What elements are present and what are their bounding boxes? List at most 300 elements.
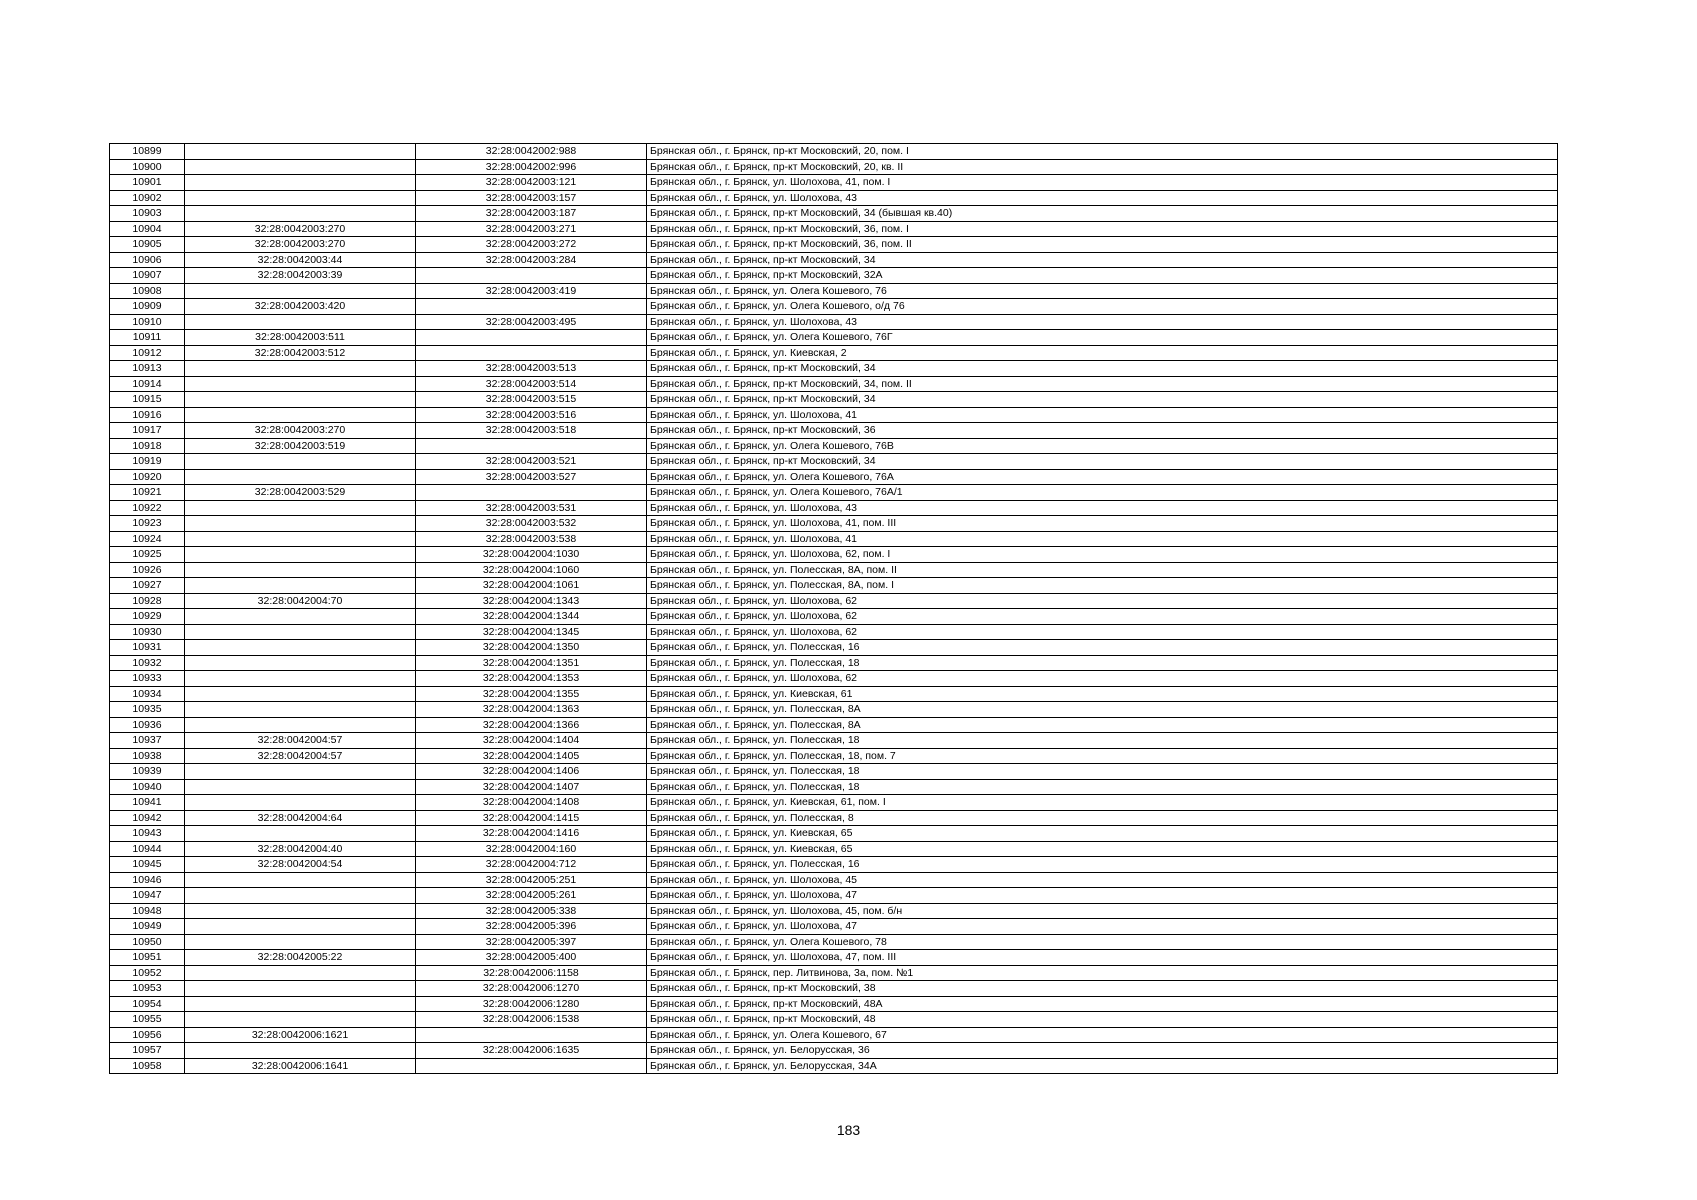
parent-cadastral-number-cell: 32:28:0042004:64 [185,810,416,826]
address-cell: Брянская обл., г. Брянск, ул. Полесская, 16 [647,640,1558,656]
parent-cadastral-number-cell [185,965,416,981]
address-cell: Брянская обл., г. Брянск, ул. Полесская, 18 [647,779,1558,795]
cadastral-number-cell: 32:28:0042003:514 [416,376,647,392]
address-cell: Брянская обл., г. Брянск, ул. Олега Кошевого, 78 [647,934,1558,950]
address-cell: Брянская обл., г. Брянск, ул. Полесская, 16 [647,857,1558,873]
row-number-cell: 10902 [110,190,185,206]
parent-cadastral-number-cell [185,624,416,640]
table-row [110,779,1558,795]
row-number-cell: 10939 [110,764,185,780]
address-cell: Брянская обл., г. Брянск, ул. Белорусская, 34А [647,1058,1558,1074]
cadastral-number-cell: 32:28:0042003:271 [416,221,647,237]
cadastral-number-cell [416,1058,647,1074]
address-cell: Брянская обл., г. Брянск, ул. Шолохова, 43 [647,500,1558,516]
address-cell: Брянская обл., г. Брянск, пр-кт Московский, 48 [647,1012,1558,1028]
cadastral-number-cell: 32:28:0042004:1406 [416,764,647,780]
parent-cadastral-number-cell [185,640,416,656]
row-number-cell: 10948 [110,903,185,919]
table-row [110,919,1558,935]
cadastral-number-cell: 32:28:0042002:988 [416,144,647,160]
cadastral-number-cell: 32:28:0042003:518 [416,423,647,439]
table-row [110,500,1558,516]
cadastral-number-cell: 32:28:0042004:1408 [416,795,647,811]
parent-cadastral-number-cell [185,872,416,888]
table-row [110,1027,1558,1043]
parent-cadastral-number-cell: 32:28:0042003:512 [185,345,416,361]
address-cell: Брянская обл., г. Брянск, ул. Киевская, 61, пом. I [647,795,1558,811]
cadastral-number-cell [416,268,647,284]
parent-cadastral-number-cell: 32:28:0042005:22 [185,950,416,966]
row-number-cell: 10929 [110,609,185,625]
address-cell: Брянская обл., г. Брянск, ул. Полесская, 8А [647,702,1558,718]
table-row [110,438,1558,454]
parent-cadastral-number-cell [185,392,416,408]
row-number-cell: 10953 [110,981,185,997]
parent-cadastral-number-cell [185,702,416,718]
table-row [110,624,1558,640]
row-number-cell: 10936 [110,717,185,733]
page-number: 183 [836,1122,861,1138]
table-row [110,888,1558,904]
address-cell: Брянская обл., г. Брянск, ул. Шолохова, 41, пом. I [647,175,1558,191]
parent-cadastral-number-cell [185,206,416,222]
parent-cadastral-number-cell [185,314,416,330]
cadastral-number-cell: 32:28:0042003:516 [416,407,647,423]
row-number-cell: 10906 [110,252,185,268]
parent-cadastral-number-cell [185,144,416,160]
cadastral-number-cell [416,299,647,315]
cadastral-number-cell: 32:28:0042004:1351 [416,655,647,671]
parent-cadastral-number-cell: 32:28:0042004:54 [185,857,416,873]
address-cell: Брянская обл., г. Брянск, пр-кт Московский, 20, пом. I [647,144,1558,160]
table-row [110,1012,1558,1028]
cadastral-number-cell: 32:28:0042003:527 [416,469,647,485]
address-cell: Брянская обл., г. Брянск, ул. Шолохова, 41 [647,531,1558,547]
row-number-cell: 10927 [110,578,185,594]
row-number-cell: 10954 [110,996,185,1012]
row-number-cell: 10907 [110,268,185,284]
address-cell: Брянская обл., г. Брянск, ул. Шолохова, 45 [647,872,1558,888]
address-cell: Брянская обл., г. Брянск, ул. Шолохова, 45, пом. б/н [647,903,1558,919]
parent-cadastral-number-cell [185,609,416,625]
row-number-cell: 10915 [110,392,185,408]
address-cell: Брянская обл., г. Брянск, ул. Олега Кошевого, 76А [647,469,1558,485]
table-row [110,950,1558,966]
parent-cadastral-number-cell [185,500,416,516]
row-number-cell: 10911 [110,330,185,346]
table-row [110,516,1558,532]
address-cell: Брянская обл., г. Брянск, ул. Шолохова, 47 [647,888,1558,904]
row-number-cell: 10908 [110,283,185,299]
cadastral-number-cell: 32:28:0042006:1538 [416,1012,647,1028]
address-cell: Брянская обл., г. Брянск, пр-кт Московский, 20, кв. II [647,159,1558,175]
address-cell: Брянская обл., г. Брянск, пр-кт Московский, 36 [647,423,1558,439]
parent-cadastral-number-cell [185,454,416,470]
table-row [110,748,1558,764]
cadastral-number-cell: 32:28:0042004:1345 [416,624,647,640]
cadastral-number-cell: 32:28:0042003:157 [416,190,647,206]
row-number-cell: 10956 [110,1027,185,1043]
table-row [110,454,1558,470]
cadastral-number-cell: 32:28:0042004:1405 [416,748,647,764]
parent-cadastral-number-cell [185,547,416,563]
cadastral-number-cell: 32:28:0042006:1158 [416,965,647,981]
row-number-cell: 10922 [110,500,185,516]
parent-cadastral-number-cell: 32:28:0042004:57 [185,748,416,764]
address-cell: Брянская обл., г. Брянск, ул. Полесская, 18, пом. 7 [647,748,1558,764]
address-cell: Брянская обл., г. Брянск, ул. Шолохова, 62 [647,624,1558,640]
address-cell: Брянская обл., г. Брянск, пр-кт Московский, 34 [647,454,1558,470]
row-number-cell: 10940 [110,779,185,795]
cadastral-number-cell: 32:28:0042004:1366 [416,717,647,733]
row-number-cell: 10938 [110,748,185,764]
parent-cadastral-number-cell [185,717,416,733]
row-number-cell: 10946 [110,872,185,888]
parent-cadastral-number-cell: 32:28:0042004:57 [185,733,416,749]
parent-cadastral-number-cell [185,469,416,485]
cadastral-number-cell: 32:28:0042004:1344 [416,609,647,625]
table-row [110,547,1558,563]
address-cell: Брянская обл., г. Брянск, ул. Киевская, 65 [647,841,1558,857]
row-number-cell: 10952 [110,965,185,981]
table-row [110,144,1558,160]
parent-cadastral-number-cell [185,919,416,935]
parent-cadastral-number-cell [185,190,416,206]
cadastral-number-cell: 32:28:0042005:400 [416,950,647,966]
cadastral-number-cell: 32:28:0042003:272 [416,237,647,253]
row-number-cell: 10928 [110,593,185,609]
table-row [110,423,1558,439]
address-cell: Брянская обл., г. Брянск, ул. Шолохова, 43 [647,314,1558,330]
cadastral-table [109,143,1558,1074]
address-cell: Брянская обл., г. Брянск, ул. Олега Кошевого, 76В [647,438,1558,454]
table-row [110,562,1558,578]
table-row [110,237,1558,253]
parent-cadastral-number-cell [185,779,416,795]
cadastral-number-cell: 32:28:0042005:261 [416,888,647,904]
address-cell: Брянская обл., г. Брянск, ул. Шолохова, 43 [647,190,1558,206]
row-number-cell: 10920 [110,469,185,485]
address-cell: Брянская обл., г. Брянск, ул. Шолохова, 41 [647,407,1558,423]
table-row [110,733,1558,749]
table-row [110,485,1558,501]
table-row [110,717,1558,733]
address-cell: Брянская обл., г. Брянск, ул. Шолохова, 47, пом. III [647,950,1558,966]
row-number-cell: 10957 [110,1043,185,1059]
parent-cadastral-number-cell: 32:28:0042003:39 [185,268,416,284]
table-row [110,578,1558,594]
parent-cadastral-number-cell: 32:28:0042003:529 [185,485,416,501]
table-row [110,376,1558,392]
address-cell: Брянская обл., г. Брянск, пр-кт Московский, 34 [647,252,1558,268]
row-number-cell: 10899 [110,144,185,160]
row-number-cell: 10933 [110,671,185,687]
parent-cadastral-number-cell: 32:28:0042003:511 [185,330,416,346]
address-cell: Брянская обл., г. Брянск, ул. Полесская, 8А, пом. I [647,578,1558,594]
cadastral-number-cell [416,485,647,501]
row-number-cell: 10903 [110,206,185,222]
address-cell: Брянская обл., г. Брянск, ул. Полесская, 18 [647,655,1558,671]
parent-cadastral-number-cell [185,361,416,377]
row-number-cell: 10901 [110,175,185,191]
address-cell: Брянская обл., г. Брянск, ул. Шолохова, 41, пом. III [647,516,1558,532]
parent-cadastral-number-cell: 32:28:0042003:44 [185,252,416,268]
cadastral-number-cell: 32:28:0042005:251 [416,872,647,888]
cadastral-number-cell: 32:28:0042003:419 [416,283,647,299]
row-number-cell: 10918 [110,438,185,454]
address-cell: Брянская обл., г. Брянск, ул. Шолохова, 47 [647,919,1558,935]
parent-cadastral-number-cell [185,407,416,423]
table-row [110,702,1558,718]
table-row [110,159,1558,175]
table-row [110,810,1558,826]
table-row [110,593,1558,609]
table-row [110,934,1558,950]
row-number-cell: 10943 [110,826,185,842]
cadastral-number-cell: 32:28:0042003:532 [416,516,647,532]
table-row [110,640,1558,656]
parent-cadastral-number-cell: 32:28:0042003:270 [185,221,416,237]
parent-cadastral-number-cell: 32:28:0042004:70 [185,593,416,609]
row-number-cell: 10955 [110,1012,185,1028]
table-row [110,764,1558,780]
cadastral-number-cell [416,345,647,361]
address-cell: Брянская обл., г. Брянск, ул. Шолохова, 62 [647,593,1558,609]
cadastral-number-cell: 32:28:0042003:187 [416,206,647,222]
address-cell: Брянская обл., г. Брянск, ул. Олега Кошевого, о/д 76 [647,299,1558,315]
parent-cadastral-number-cell [185,686,416,702]
cadastral-number-cell: 32:28:0042004:160 [416,841,647,857]
table-row [110,655,1558,671]
row-number-cell: 10919 [110,454,185,470]
parent-cadastral-number-cell [185,283,416,299]
parent-cadastral-number-cell [185,795,416,811]
cadastral-number-cell: 32:28:0042003:121 [416,175,647,191]
address-cell: Брянская обл., г. Брянск, ул. Полесская, 18 [647,764,1558,780]
parent-cadastral-number-cell [185,578,416,594]
parent-cadastral-number-cell: 32:28:0042003:519 [185,438,416,454]
table-row [110,671,1558,687]
cadastral-number-cell: 32:28:0042002:996 [416,159,647,175]
address-cell: Брянская обл., г. Брянск, пр-кт Московский, 34 (бывшая кв.40) [647,206,1558,222]
cadastral-number-cell: 32:28:0042004:1061 [416,578,647,594]
address-cell: Брянская обл., г. Брянск, пр-кт Московский, 34 [647,392,1558,408]
address-cell: Брянская обл., г. Брянск, ул. Олега Кошевого, 76Г [647,330,1558,346]
table-row [110,857,1558,873]
cadastral-number-cell: 32:28:0042006:1270 [416,981,647,997]
parent-cadastral-number-cell: 32:28:0042004:40 [185,841,416,857]
table-row [110,407,1558,423]
cadastral-number-cell: 32:28:0042004:1363 [416,702,647,718]
parent-cadastral-number-cell: 32:28:0042003:270 [185,237,416,253]
row-number-cell: 10913 [110,361,185,377]
row-number-cell: 10925 [110,547,185,563]
parent-cadastral-number-cell [185,1012,416,1028]
table-row [110,872,1558,888]
row-number-cell: 10905 [110,237,185,253]
cadastral-number-cell: 32:28:0042003:513 [416,361,647,377]
cadastral-number-cell: 32:28:0042003:531 [416,500,647,516]
cadastral-number-cell: 32:28:0042003:521 [416,454,647,470]
cadastral-number-cell: 32:28:0042004:1415 [416,810,647,826]
table-row [110,283,1558,299]
cadastral-number-cell: 32:28:0042003:538 [416,531,647,547]
table-row [110,345,1558,361]
address-cell: Брянская обл., г. Брянск, пр-кт Московский, 34, пом. II [647,376,1558,392]
address-cell: Брянская обл., г. Брянск, ул. Шолохова, 62 [647,609,1558,625]
cadastral-number-cell: 32:28:0042006:1635 [416,1043,647,1059]
row-number-cell: 10942 [110,810,185,826]
address-cell: Брянская обл., г. Брянск, ул. Шолохова, 62 [647,671,1558,687]
cadastral-number-cell: 32:28:0042004:1416 [416,826,647,842]
address-cell: Брянская обл., г. Брянск, ул. Олега Кошевого, 76 [647,283,1558,299]
parent-cadastral-number-cell [185,159,416,175]
table-row [110,686,1558,702]
row-number-cell: 10921 [110,485,185,501]
table-row [110,965,1558,981]
cadastral-number-cell: 32:28:0042005:397 [416,934,647,950]
parent-cadastral-number-cell [185,562,416,578]
row-number-cell: 10958 [110,1058,185,1074]
parent-cadastral-number-cell [185,934,416,950]
cadastral-number-cell [416,438,647,454]
table-row [110,361,1558,377]
row-number-cell: 10926 [110,562,185,578]
row-number-cell: 10937 [110,733,185,749]
row-number-cell: 10950 [110,934,185,950]
table-row [110,221,1558,237]
row-number-cell: 10941 [110,795,185,811]
row-number-cell: 10904 [110,221,185,237]
cadastral-number-cell: 32:28:0042004:712 [416,857,647,873]
row-number-cell: 10947 [110,888,185,904]
cadastral-number-cell: 32:28:0042005:338 [416,903,647,919]
cadastral-number-cell: 32:28:0042004:1407 [416,779,647,795]
cadastral-number-cell: 32:28:0042003:515 [416,392,647,408]
parent-cadastral-number-cell [185,764,416,780]
address-cell: Брянская обл., г. Брянск, пр-кт Московский, 38 [647,981,1558,997]
table-row [110,392,1558,408]
parent-cadastral-number-cell [185,996,416,1012]
address-cell: Брянская обл., г. Брянск, ул. Киевская, 61 [647,686,1558,702]
row-number-cell: 10930 [110,624,185,640]
address-cell: Брянская обл., г. Брянск, ул. Полесская, 8А [647,717,1558,733]
address-cell: Брянская обл., г. Брянск, ул. Киевская, 65 [647,826,1558,842]
table-row [110,1058,1558,1074]
address-cell: Брянская обл., г. Брянск, ул. Полесская, 8А, пом. II [647,562,1558,578]
parent-cadastral-number-cell [185,1043,416,1059]
table-body [110,144,1558,1074]
address-cell: Брянская обл., г. Брянск, пр-кт Московский, 36, пом. I [647,221,1558,237]
table-row [110,981,1558,997]
row-number-cell: 10932 [110,655,185,671]
cadastral-number-cell [416,1027,647,1043]
row-number-cell: 10931 [110,640,185,656]
row-number-cell: 10910 [110,314,185,330]
table-row [110,1043,1558,1059]
row-number-cell: 10944 [110,841,185,857]
table-row [110,469,1558,485]
cadastral-number-cell: 32:28:0042004:1030 [416,547,647,563]
address-cell: Брянская обл., г. Брянск, ул. Полесская, 8 [647,810,1558,826]
parent-cadastral-number-cell: 32:28:0042006:1641 [185,1058,416,1074]
table-row [110,252,1558,268]
row-number-cell: 10914 [110,376,185,392]
cadastral-number-cell: 32:28:0042004:1404 [416,733,647,749]
table-row [110,175,1558,191]
table-row [110,206,1558,222]
table-row [110,268,1558,284]
table-row [110,314,1558,330]
cadastral-number-cell: 32:28:0042003:284 [416,252,647,268]
parent-cadastral-number-cell: 32:28:0042006:1621 [185,1027,416,1043]
address-cell: Брянская обл., г. Брянск, пр-кт Московский, 48А [647,996,1558,1012]
parent-cadastral-number-cell [185,655,416,671]
cadastral-number-cell: 32:28:0042004:1353 [416,671,647,687]
address-cell: Брянская обл., г. Брянск, пр-кт Московский, 32А [647,268,1558,284]
table-row [110,996,1558,1012]
parent-cadastral-number-cell [185,671,416,687]
parent-cadastral-number-cell: 32:28:0042003:270 [185,423,416,439]
table-row [110,531,1558,547]
address-cell: Брянская обл., г. Брянск, пер. Литвинова, 3а, пом. №1 [647,965,1558,981]
cadastral-number-cell: 32:28:0042005:396 [416,919,647,935]
cadastral-number-cell: 32:28:0042006:1280 [416,996,647,1012]
address-cell: Брянская обл., г. Брянск, ул. Олега Кошевого, 76А/1 [647,485,1558,501]
address-cell: Брянская обл., г. Брянск, ул. Белорусская, 36 [647,1043,1558,1059]
address-cell: Брянская обл., г. Брянск, ул. Полесская, 18 [647,733,1558,749]
table-row [110,190,1558,206]
row-number-cell: 10916 [110,407,185,423]
cadastral-number-cell [416,330,647,346]
row-number-cell: 10934 [110,686,185,702]
row-number-cell: 10924 [110,531,185,547]
cadastral-number-cell: 32:28:0042004:1350 [416,640,647,656]
row-number-cell: 10923 [110,516,185,532]
cadastral-number-cell: 32:28:0042004:1343 [416,593,647,609]
address-cell: Брянская обл., г. Брянск, ул. Олега Кошевого, 67 [647,1027,1558,1043]
table-row [110,330,1558,346]
row-number-cell: 10935 [110,702,185,718]
table-row [110,903,1558,919]
cadastral-number-cell: 32:28:0042003:495 [416,314,647,330]
row-number-cell: 10949 [110,919,185,935]
parent-cadastral-number-cell [185,376,416,392]
table-row [110,299,1558,315]
table-row [110,795,1558,811]
row-number-cell: 10912 [110,345,185,361]
table-row [110,841,1558,857]
row-number-cell: 10951 [110,950,185,966]
address-cell: Брянская обл., г. Брянск, пр-кт Московский, 36, пом. II [647,237,1558,253]
address-cell: Брянская обл., г. Брянск, ул. Киевская, 2 [647,345,1558,361]
cadastral-number-cell: 32:28:0042004:1060 [416,562,647,578]
parent-cadastral-number-cell [185,826,416,842]
parent-cadastral-number-cell [185,981,416,997]
parent-cadastral-number-cell: 32:28:0042003:420 [185,299,416,315]
parent-cadastral-number-cell [185,531,416,547]
address-cell: Брянская обл., г. Брянск, ул. Шолохова, 62, пом. I [647,547,1558,563]
cadastral-number-cell: 32:28:0042004:1355 [416,686,647,702]
table-row [110,826,1558,842]
parent-cadastral-number-cell [185,516,416,532]
table-row [110,609,1558,625]
address-cell: Брянская обл., г. Брянск, пр-кт Московский, 34 [647,361,1558,377]
row-number-cell: 10917 [110,423,185,439]
row-number-cell: 10945 [110,857,185,873]
row-number-cell: 10900 [110,159,185,175]
row-number-cell: 10909 [110,299,185,315]
